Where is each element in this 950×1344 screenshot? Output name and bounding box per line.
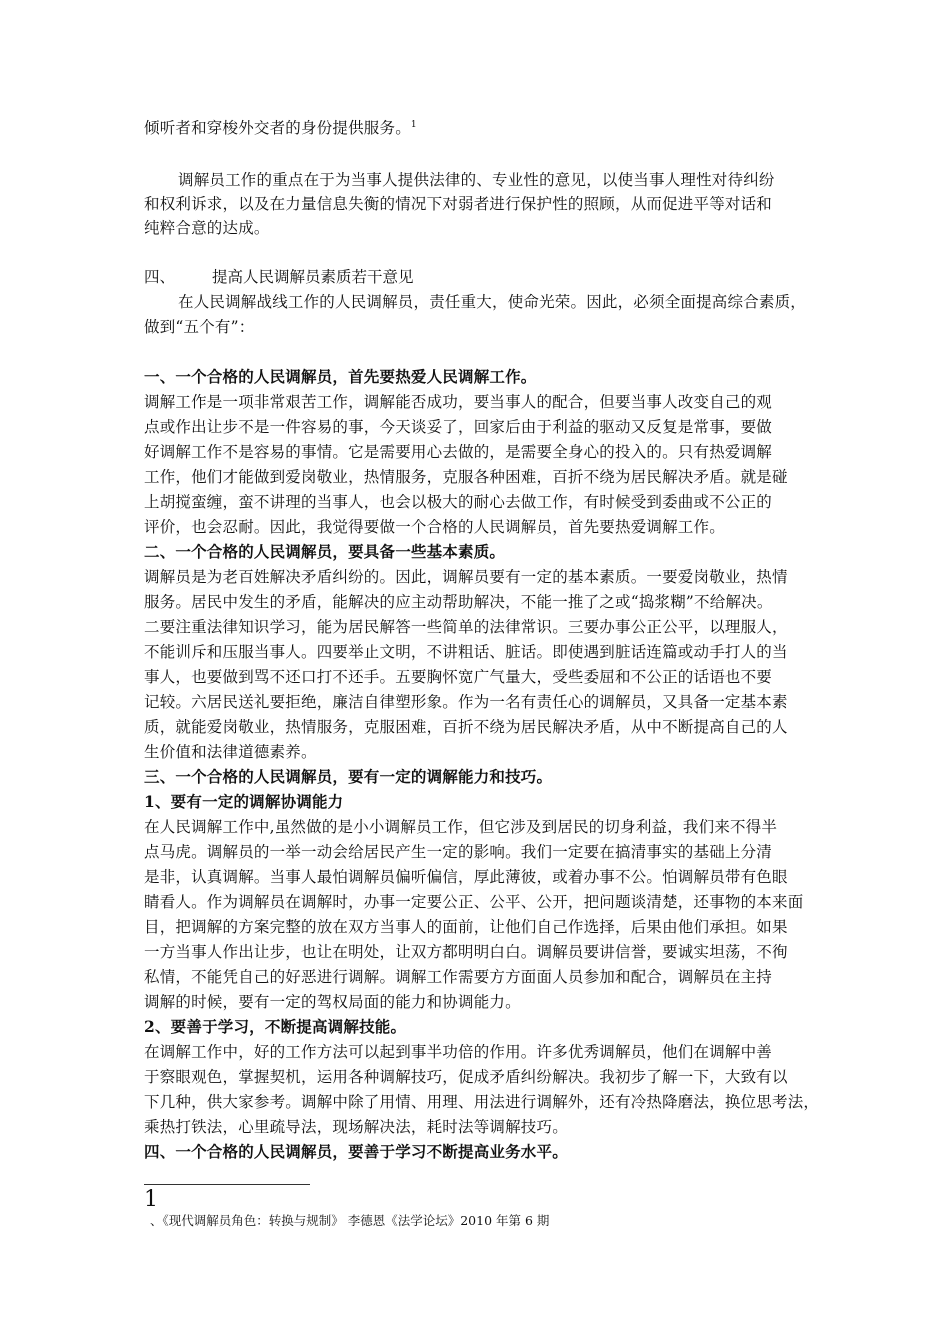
section-title: 提高人民调解员素质若干意见 — [212, 268, 414, 286]
paragraph-line: 生价值和法律道德素养。 — [144, 743, 317, 761]
paragraph-line: 在人民调解工作中,虽然做的是小小调解员工作，但它涉及到居民的切身利益，我们来不得半 — [144, 818, 778, 836]
paragraph-line: 目，把调解的方案完整的放在双方当事人的面前，让他们自己作选择，后果由他们承担。如果 — [144, 918, 788, 936]
footnote-text: 、《现代调解员角色：转换与规制》 李德恩《法学论坛》2010 年第 6 期 — [150, 1213, 550, 1228]
paragraph-line: 点或作出让步不是一件容易的事，今天谈妥了，回家后由于利益的驱动又反复是常事，要做 — [144, 418, 773, 436]
paragraph-line: 好调解工作不是容易的事情。它是需要用心去做的，是需要全身心的投入的。只有热爱调解 — [144, 443, 773, 461]
subheading: 2、要善于学习，不断提高调解技能。 — [144, 1017, 407, 1036]
paragraph-line: 乘热打铁法，心里疏导法，现场解决法，耗时法等调解技巧。 — [144, 1118, 568, 1136]
paragraph-line: 在调解工作中，好的工作方法可以起到事半功倍的作用。许多优秀调解员，他们在调解中善 — [144, 1043, 773, 1061]
section-heading — [144, 267, 414, 287]
subheading: 1、要有一定的调解协调能力 — [144, 792, 344, 811]
paragraph-line: 记较。六居民送礼要拒绝，廉洁自律塑形象。作为一名有责任心的调解员，又具备一定基本素 — [144, 693, 788, 711]
footnote-separator — [144, 1184, 310, 1185]
paragraph-line: 调解的时候，要有一定的驾权局面的能力和协调能力。 — [144, 993, 521, 1011]
paragraph-line: 工作，他们才能做到爱岗敬业，热情服务，克服各种困难，百折不绕为居民解决矛盾。就是碰 — [144, 468, 788, 486]
paragraph-line: 于察眼观色，掌握契机，运用各种调解技巧，促成矛盾纠纷解决。我初步了解一下，大致有以 — [144, 1068, 788, 1086]
subheading: 四、一个合格的人民调解员，要善于学习不断提高业务水平。 — [144, 1142, 568, 1161]
paragraph-line: 不能训斥和压服当事人。四要举止文明，不讲粗话、脏话。即使遇到脏话连篇或动手打人的当 — [144, 643, 788, 661]
footnote-number: 1 — [144, 1187, 158, 1212]
footnote-ref[interactable]: 1 — [410, 119, 417, 130]
paragraph-line: 下几种，供大家参考。调解中除了用情、用理、用法进行调解外，还有冷热降磨法，换位思考法， — [144, 1093, 820, 1111]
paragraph-line: 一方当事人作出让步，也让在明处，让双方都明明白白。调解员要讲信誉，要诚实坦荡，不徇 — [144, 943, 788, 961]
paragraph-line: 在人民调解战线工作的人民调解员，责任重大，使命光荣。因此，必须全面提高综合素质， — [178, 293, 807, 311]
paragraph-line: 是非，认真调解。当事人最怕调解员偏听偏信，厚此薄彼，或着办事不公。怕调解员带有色眼 — [144, 868, 788, 886]
paragraph-line: 事人，也要做到骂不还口打不还手。五要胸怀宽广气量大，受些委屈和不公正的话语也不要 — [144, 668, 773, 686]
paragraph-line: 上胡搅蛮缠，蛮不讲理的当事人，也会以极大的耐心去做工作，有时候受到委曲或不公正的 — [144, 493, 773, 511]
paragraph-line: 纯粹合意的达成。 — [144, 219, 270, 237]
paragraph-line: 服务。居民中发生的矛盾，能解决的应主动帮助解决，不能一推了之或“捣浆糊”不给解决。 — [144, 593, 773, 611]
paragraph-line: 私情，不能凭自己的好恶进行调解。调解工作需要方方面面人员参加和配合，调解员在主持 — [144, 968, 773, 986]
paragraph-line: 和权利诉求，以及在力量信息失衡的情况下对弱者进行保护性的照顾，从而促进平等对话和 — [144, 195, 773, 213]
paragraph-line: 点马虎。调解员的一举一动会给居民产生一定的影响。我们一定要在搞清事实的基础上分清 — [144, 843, 773, 861]
paragraph-line: 调解员工作的重点在于为当事人提供法律的、专业性的意见，以使当事人理性对待纠纷 — [178, 171, 775, 189]
paragraph-line: 睛看人。作为调解员在调解时，办事一定要公正、公平、公开，把问题谈清楚，还事物的本来面 — [144, 893, 804, 911]
section-number: 四、 — [144, 268, 176, 286]
paragraph-line: 调解员是为老百姓解决矛盾纠纷的。因此，调解员要有一定的基本素质。一要爱岗敬业，热情 — [144, 568, 788, 586]
paragraph-line: 评价，也会忍耐。因此，我觉得要做一个合格的人民调解员，首先要热爱调解工作。 — [144, 518, 725, 536]
subheading: 一、一个合格的人民调解员，首先要热爱人民调解工作。 — [144, 367, 537, 386]
paragraph-line: 质，就能爱岗敬业，热情服务，克服困难，百折不绕为居民解决矛盾，从中不断提高自己的人 — [144, 718, 788, 736]
paragraph-line: 倾听者和穿梭外交者的身份提供服务。$^1$ — [144, 119, 417, 137]
paragraph-line: 做到“五个有”： — [144, 318, 255, 336]
subheading: 二、一个合格的人民调解员，要具备一些基本素质。 — [144, 542, 506, 561]
subheading: 三、一个合格的人民调解员，要有一定的调解能力和技巧。 — [144, 767, 553, 786]
paragraph-line: 二要注重法律知识学习，能为居民解答一些简单的法律常识。三要办事公正公平，以理服人， — [144, 618, 788, 636]
paragraph-line: 调解工作是一项非常艰苦工作，调解能否成功，要当事人的配合，但要当事人改变自己的观 — [144, 393, 773, 411]
